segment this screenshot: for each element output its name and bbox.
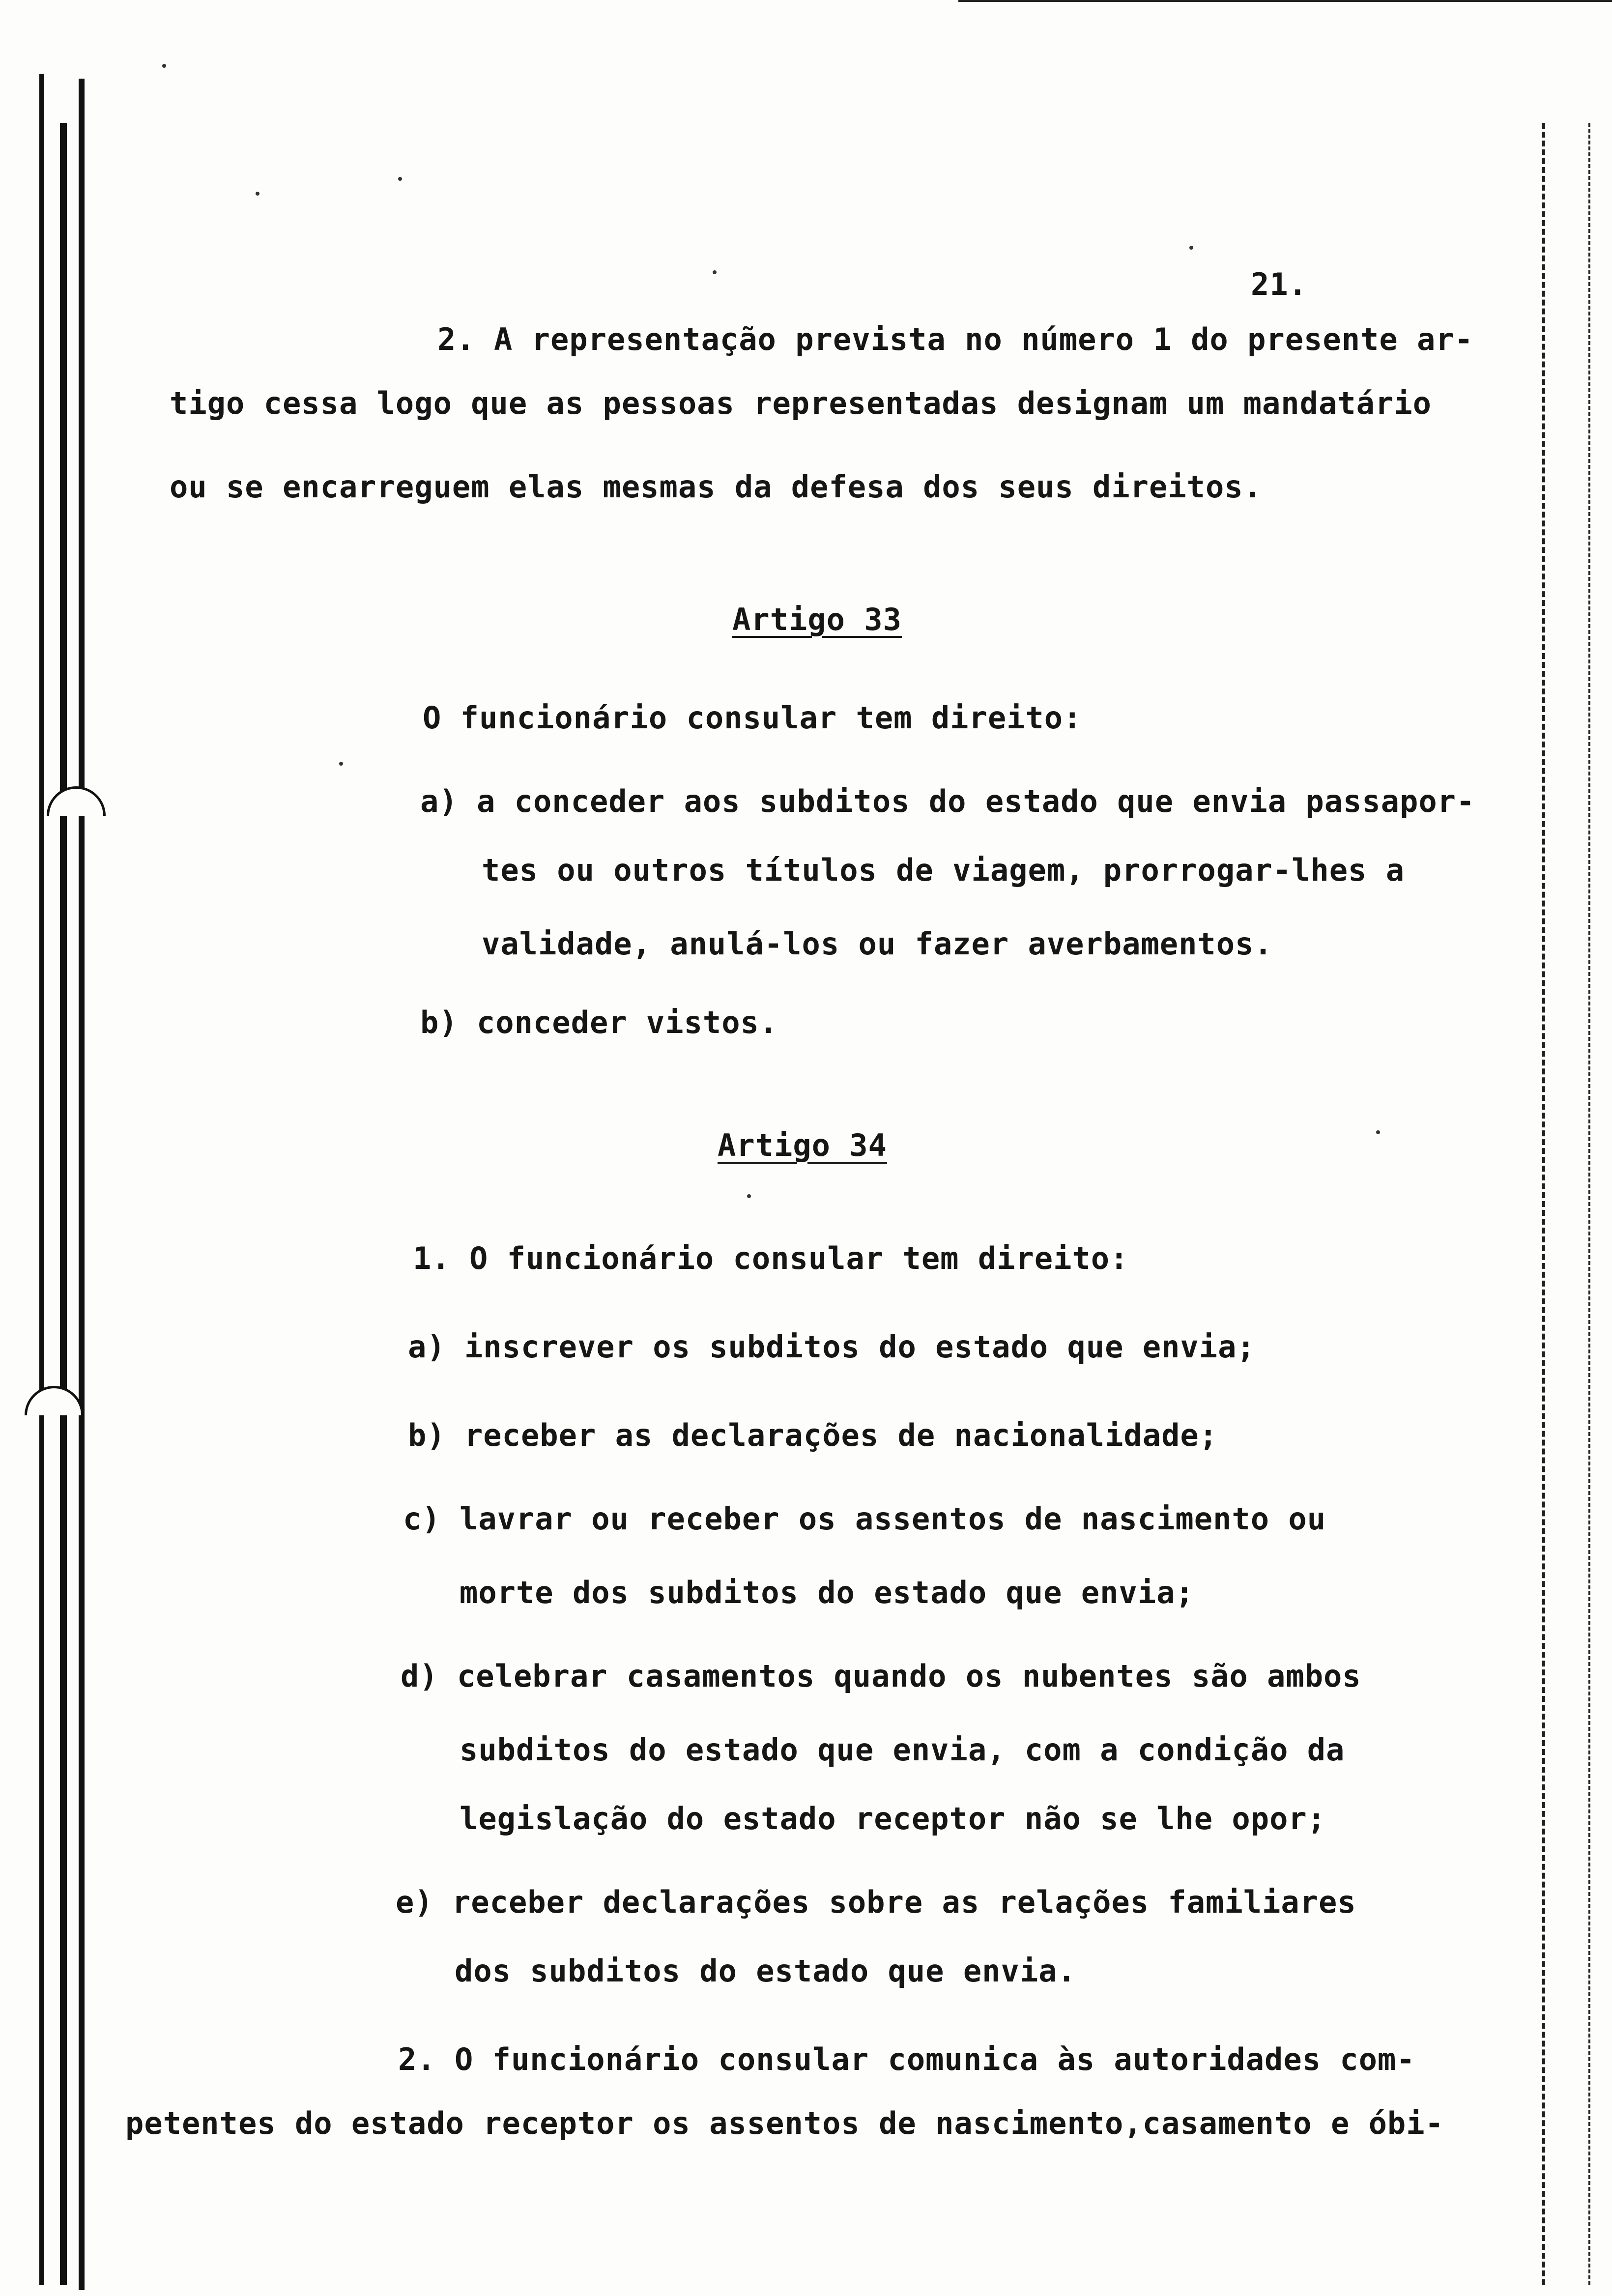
binding-line xyxy=(79,79,85,2290)
binding-line xyxy=(60,123,67,2285)
list-item-line: a) inscrever os subditos do estado que envia; xyxy=(408,1329,1256,1365)
binding-line xyxy=(39,74,44,2285)
article-intro: 1. O funcionário consular tem direito: xyxy=(413,1240,1129,1276)
list-item-line: e) receber declarações sobre as relações familiares xyxy=(396,1884,1356,1920)
list-item-line: b) conceder vistos. xyxy=(420,1004,778,1040)
paragraph-line: ou se encarreguem elas mesmas da defesa dos seus direitos. xyxy=(170,469,1262,505)
list-item-line: a) a conceder aos subditos do estado que envia passapor- xyxy=(420,783,1475,819)
punch-hole xyxy=(47,786,106,845)
list-item-line: subditos do estado que envia, com a condição da xyxy=(460,1732,1345,1768)
list-item-line: morte dos subditos do estado que envia; xyxy=(460,1575,1194,1610)
paragraph-line: 2. O funcionário consular comunica às autoridades com- xyxy=(398,2041,1415,2077)
top-scan-rule xyxy=(958,0,1612,2)
right-edge-line xyxy=(1588,123,1590,2285)
page-number: 21. xyxy=(1251,266,1307,302)
right-edge-line xyxy=(1542,123,1545,2285)
list-item-line: d) celebrar casamentos quando os nubentes são ambos xyxy=(401,1658,1361,1694)
paragraph-line: petentes do estado receptor os assentos de nascimento,casamento e óbi- xyxy=(125,2105,1444,2141)
list-item-line: tes ou outros títulos de viagem, prorrogar-lhes a xyxy=(482,852,1405,888)
article-intro: O funcionário consular tem direito: xyxy=(423,700,1082,736)
list-item-line: dos subditos do estado que envia. xyxy=(455,1953,1076,1989)
article-heading: Artigo 33 xyxy=(732,602,902,637)
paragraph-line: 2. A representação prevista no número 1 do presente ar- xyxy=(437,321,1473,357)
punch-hole xyxy=(25,1386,84,1445)
list-item-line: validade, anulá-los ou fazer averbamentos. xyxy=(482,926,1273,962)
list-item-line: c) lavrar ou receber os assentos de nascimento ou xyxy=(403,1501,1326,1537)
article-heading: Artigo 34 xyxy=(718,1127,887,1163)
paragraph-line: tigo cessa logo que as pessoas representadas designam um mandatário xyxy=(170,385,1432,421)
list-item-line: b) receber as declarações de nacionalidade; xyxy=(408,1417,1218,1453)
list-item-line: legislação do estado receptor não se lhe opor; xyxy=(460,1801,1326,1837)
